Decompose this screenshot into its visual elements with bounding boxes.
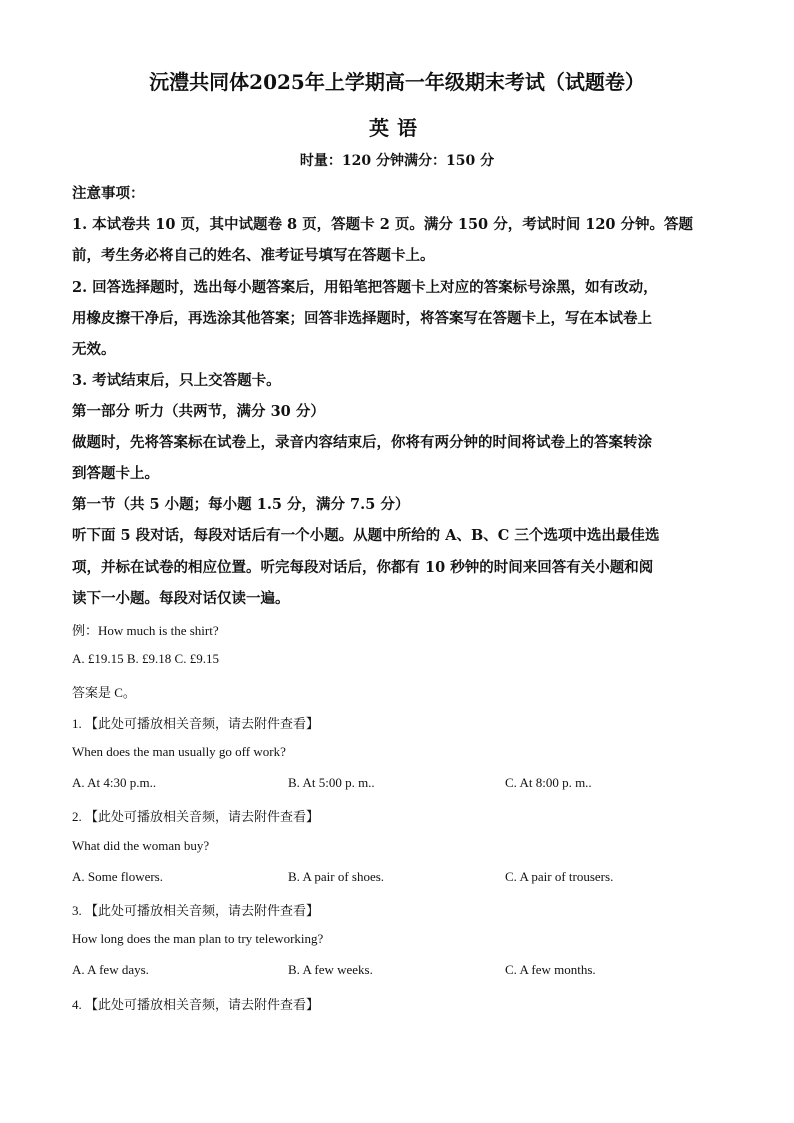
question-text: What did the woman buy?	[72, 838, 210, 853]
option-a: A. Some flowers.	[72, 869, 163, 884]
time-info: 时量：120 分钟满分：150 分	[299, 153, 495, 169]
exam-title: 沅澧共同体2025年上学期高一年级期末考试（试题卷）	[149, 70, 645, 94]
section1-instruction: 读下一小题。每段对话仅读一遍。	[72, 590, 290, 607]
notes-line: 前，考生务必将自己的姓名、准考证号填写在答题卡上。	[72, 247, 435, 264]
option-c: C. A few months.	[505, 962, 596, 977]
part1-instruction: 到答题卡上。	[72, 465, 159, 482]
notes-line: 用橡皮擦干净后，再选涂其他答案；回答非选择题时，将答案写在答题卡上，写在本试卷上	[72, 310, 652, 327]
notes-line: 1. 本试卷共 10 页，其中试题卷 8 页，答题卡 2 页。满分 150 分，考试时间 120 分钟。答题	[72, 216, 694, 233]
example-question: 例：How much is the shirt?	[72, 623, 219, 638]
notes-line: 无效。	[72, 341, 116, 358]
notes-line: 2. 回答选择题时，选出每小题答案后，用铅笔把答题卡上对应的答案标号涂黑，如有改动，	[72, 279, 658, 296]
part1-heading: 第一部分 听力（共两节，满分 30 分）	[72, 403, 325, 420]
subject-title: 英语	[369, 116, 425, 140]
audio-placeholder[interactable]: 2. 【此处可播放相关音频，请去附件查看】	[72, 809, 320, 824]
notes-heading: 注意事项：	[72, 185, 145, 202]
audio-placeholder[interactable]: 3. 【此处可播放相关音频，请去附件查看】	[72, 903, 320, 918]
option-b: B. A pair of shoes.	[288, 869, 385, 884]
audio-placeholder[interactable]: 1. 【此处可播放相关音频，请去附件查看】	[72, 716, 320, 731]
notes-line: 3. 考试结束后，只上交答题卡。	[72, 372, 281, 389]
example-options: A. £19.15 B. £9.18 C. £9.15	[72, 651, 219, 666]
option-b: B. At 5:00 p. m..	[288, 775, 375, 790]
example-answer: 答案是 C。	[72, 685, 136, 700]
section1-instruction: 听下面 5 段对话，每段对话后有一个小题。从题中所给的 A、B、C 三个选项中选出最佳选	[72, 527, 660, 544]
question-text: When does the man usually go off work?	[72, 744, 286, 759]
option-c: C. A pair of trousers.	[505, 869, 614, 884]
part1-instruction: 做题时，先将答案标在试卷上，录音内容结束后，你将有两分钟的时间将试卷上的答案转涂	[72, 434, 652, 451]
option-c: C. At 8:00 p. m..	[505, 775, 592, 790]
option-a: A. A few days.	[72, 962, 149, 977]
option-a: A. At 4:30 p.m..	[72, 775, 157, 790]
audio-placeholder[interactable]: 4. 【此处可播放相关音频，请去附件查看】	[72, 997, 320, 1012]
question-text: How long does the man plan to try teleworking?	[72, 931, 324, 946]
section1-instruction: 项，并标在试卷的相应位置。听完每段对话后，你都有 10 秒钟的时间来回答有关小题和阅	[72, 559, 654, 576]
option-b: B. A few weeks.	[288, 962, 373, 977]
section1-heading: 第一节（共 5 小题；每小题 1.5 分，满分 7.5 分）	[72, 496, 410, 513]
